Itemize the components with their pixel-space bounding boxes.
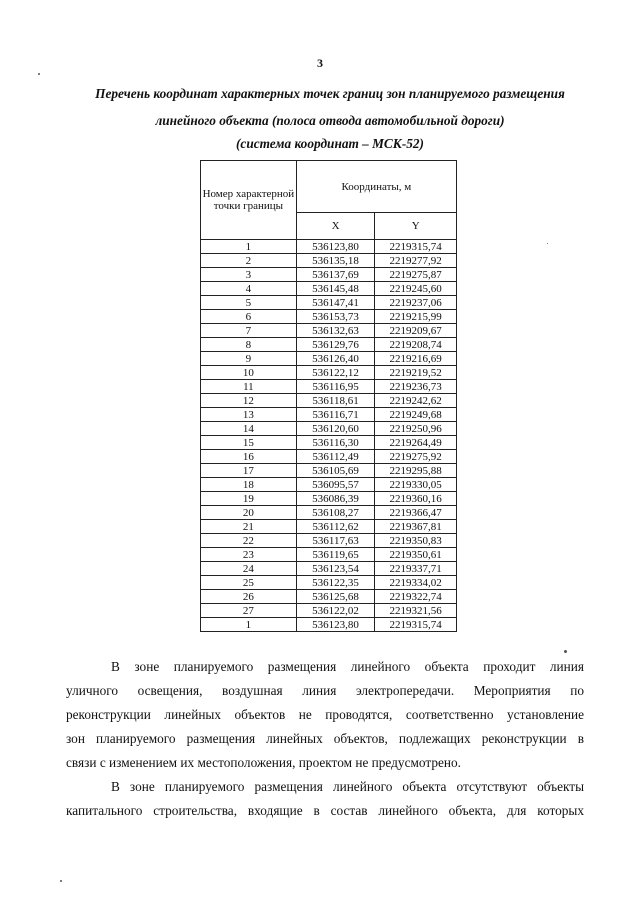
point-number-cell: 5 (201, 296, 297, 310)
paragraph-line: В зоне планируемого размещения линейного объекта проходит линия (111, 659, 584, 674)
x-coordinate-cell: 536132,63 (296, 324, 375, 338)
paragraph-1 (66, 655, 584, 775)
table-row (201, 254, 457, 268)
table-row (201, 520, 457, 534)
point-number-cell: 15 (201, 436, 297, 450)
paragraph-line: реконструкции линейных объектов не проводятся, соответственно установление (66, 707, 584, 722)
header-y: Y (375, 213, 457, 240)
point-number-cell: 7 (201, 324, 297, 338)
y-coordinate-cell: 2219315,74 (375, 240, 457, 254)
y-coordinate-cell: 2219209,67 (375, 324, 457, 338)
table-row (201, 450, 457, 464)
y-coordinate-cell: 2219275,87 (375, 268, 457, 282)
heading-line-2: линейного объекта (полоса отвода автомобильной дороги) (155, 113, 505, 128)
y-coordinate-cell: 2219330,05 (375, 478, 457, 492)
y-coordinate-cell: 2219264,49 (375, 436, 457, 450)
y-coordinate-cell: 2219237,06 (375, 296, 457, 310)
x-coordinate-cell: 536112,49 (296, 450, 375, 464)
x-coordinate-cell: 536125,68 (296, 590, 375, 604)
x-coordinate-cell: 536095,57 (296, 478, 375, 492)
point-number-cell: 6 (201, 310, 297, 324)
table-row (201, 380, 457, 394)
point-number-cell: 16 (201, 450, 297, 464)
x-coordinate-cell: 536147,41 (296, 296, 375, 310)
y-coordinate-cell: 2219315,74 (375, 618, 457, 632)
y-coordinate-cell: 2219219,52 (375, 366, 457, 380)
y-coordinate-cell: 2219215,99 (375, 310, 457, 324)
point-number-cell: 20 (201, 506, 297, 520)
x-coordinate-cell: 536145,48 (296, 282, 375, 296)
table-row (201, 492, 457, 506)
y-coordinate-cell: 2219249,68 (375, 408, 457, 422)
y-coordinate-cell: 2219350,61 (375, 548, 457, 562)
table-row (201, 310, 457, 324)
point-number-cell: 13 (201, 408, 297, 422)
table-row (201, 240, 457, 254)
y-coordinate-cell: 2219322,74 (375, 590, 457, 604)
x-coordinate-cell: 536135,18 (296, 254, 375, 268)
table-row (201, 352, 457, 366)
table-row (201, 422, 457, 436)
table-row (201, 562, 457, 576)
paragraph-2 (66, 775, 584, 823)
x-coordinate-cell: 536116,30 (296, 436, 375, 450)
x-coordinate-cell: 536122,12 (296, 366, 375, 380)
scan-speck (547, 243, 548, 244)
table-row (201, 534, 457, 548)
table-row (201, 296, 457, 310)
y-coordinate-cell: 2219367,81 (375, 520, 457, 534)
y-coordinate-cell: 2219208,74 (375, 338, 457, 352)
paragraph-line: связи с изменением их местоположения, проектом не предусмотрено. (66, 755, 461, 770)
page-number: 3 (317, 56, 323, 70)
point-number-cell: 18 (201, 478, 297, 492)
scan-speck (60, 880, 62, 882)
y-coordinate-cell: 2219360,16 (375, 492, 457, 506)
point-number-cell: 22 (201, 534, 297, 548)
x-coordinate-cell: 536126,40 (296, 352, 375, 366)
point-number-cell: 4 (201, 282, 297, 296)
y-coordinate-cell: 2219337,71 (375, 562, 457, 576)
point-number-cell: 3 (201, 268, 297, 282)
table-row (201, 366, 457, 380)
point-number-cell: 14 (201, 422, 297, 436)
y-coordinate-cell: 2219245,60 (375, 282, 457, 296)
point-number-cell: 9 (201, 352, 297, 366)
x-coordinate-cell: 536137,69 (296, 268, 375, 282)
point-number-cell: 25 (201, 576, 297, 590)
header-x: X (296, 213, 375, 240)
table-row (201, 394, 457, 408)
point-number-cell: 1 (201, 240, 297, 254)
x-coordinate-cell: 536123,80 (296, 618, 375, 632)
heading-line-1: Перечень координат характерных точек границ зон планируемого размещения (95, 86, 565, 101)
x-coordinate-cell: 536116,95 (296, 380, 375, 394)
x-coordinate-cell: 536153,73 (296, 310, 375, 324)
paragraph-line: капитального строительства, входящие в состав линейного объекта, для которых (66, 803, 584, 818)
table-row (201, 464, 457, 478)
y-coordinate-cell: 2219242,62 (375, 394, 457, 408)
table-row (201, 268, 457, 282)
point-number-cell: 1 (201, 618, 297, 632)
paragraph-line: уличного освещения, воздушная линия электропередачи. Мероприятия по (66, 683, 584, 698)
x-coordinate-cell: 536108,27 (296, 506, 375, 520)
coordinates-table-body (201, 240, 457, 632)
paragraph-line: В зоне планируемого размещения линейного объекта отсутствуют объекты (111, 779, 584, 794)
coordinates-table (200, 160, 457, 632)
point-number-cell: 24 (201, 562, 297, 576)
x-coordinate-cell: 536123,54 (296, 562, 375, 576)
x-coordinate-cell: 536105,69 (296, 464, 375, 478)
x-coordinate-cell: 536117,63 (296, 534, 375, 548)
x-coordinate-cell: 536112,62 (296, 520, 375, 534)
y-coordinate-cell: 2219250,96 (375, 422, 457, 436)
x-coordinate-cell: 536129,76 (296, 338, 375, 352)
x-coordinate-cell: 536119,65 (296, 548, 375, 562)
x-coordinate-cell: 536118,61 (296, 394, 375, 408)
point-number-cell: 19 (201, 492, 297, 506)
table-row (201, 478, 457, 492)
point-number-cell: 21 (201, 520, 297, 534)
heading-line-3: (система координат – МСК-52) (236, 136, 424, 151)
point-number-cell: 8 (201, 338, 297, 352)
y-coordinate-cell: 2219334,02 (375, 576, 457, 590)
table-row (201, 576, 457, 590)
point-number-cell: 23 (201, 548, 297, 562)
y-coordinate-cell: 2219295,88 (375, 464, 457, 478)
point-number-cell: 10 (201, 366, 297, 380)
x-coordinate-cell: 536122,02 (296, 604, 375, 618)
paragraph-line: зон планируемого размещения линейных объектов, подлежащих реконструкции в (66, 731, 584, 746)
table-row (201, 282, 457, 296)
table-row (201, 548, 457, 562)
y-coordinate-cell: 2219321,56 (375, 604, 457, 618)
point-number-cell: 12 (201, 394, 297, 408)
x-coordinate-cell: 536120,60 (296, 422, 375, 436)
x-coordinate-cell: 536122,35 (296, 576, 375, 590)
x-coordinate-cell: 536123,80 (296, 240, 375, 254)
table-row (201, 604, 457, 618)
y-coordinate-cell: 2219350,83 (375, 534, 457, 548)
y-coordinate-cell: 2219236,73 (375, 380, 457, 394)
y-coordinate-cell: 2219275,92 (375, 450, 457, 464)
x-coordinate-cell: 536116,71 (296, 408, 375, 422)
table-row (201, 436, 457, 450)
header-point-number: Номер характерной точки границы (201, 161, 297, 240)
table-row (201, 618, 457, 632)
y-coordinate-cell: 2219216,69 (375, 352, 457, 366)
y-coordinate-cell: 2219366,47 (375, 506, 457, 520)
x-coordinate-cell: 536086,39 (296, 492, 375, 506)
table-row (201, 324, 457, 338)
point-number-cell: 11 (201, 380, 297, 394)
scan-speck (38, 73, 40, 75)
point-number-cell: 2 (201, 254, 297, 268)
table-row (201, 338, 457, 352)
y-coordinate-cell: 2219277,92 (375, 254, 457, 268)
table-row (201, 506, 457, 520)
scan-speck (564, 650, 567, 653)
point-number-cell: 26 (201, 590, 297, 604)
header-coordinates: Координаты, м (296, 161, 456, 213)
table-row (201, 408, 457, 422)
point-number-cell: 27 (201, 604, 297, 618)
table-row (201, 590, 457, 604)
point-number-cell: 17 (201, 464, 297, 478)
